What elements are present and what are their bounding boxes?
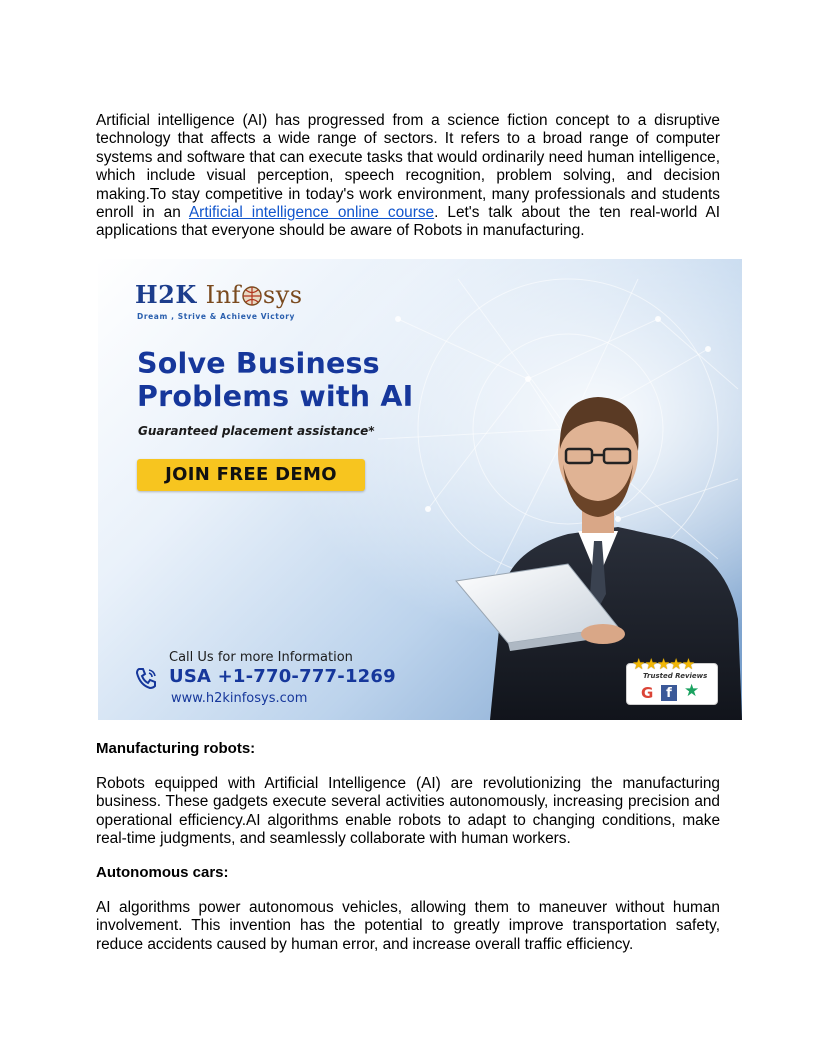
google-icon: G bbox=[641, 684, 654, 702]
star-rating-icon: ★★★★★ bbox=[632, 656, 695, 673]
logo-h2k-text: H2K bbox=[135, 280, 197, 309]
intro-paragraph bbox=[96, 112, 720, 241]
h2k-logo bbox=[135, 281, 303, 321]
promo-banner[interactable] bbox=[98, 259, 742, 720]
logo-tagline: Dream , Strive & Achieve Victory bbox=[137, 312, 296, 321]
globe-icon bbox=[242, 284, 262, 312]
phone-number[interactable]: USA +1-770-777-1269 bbox=[169, 666, 396, 687]
section-autonomous bbox=[96, 864, 720, 954]
section-manufacturing bbox=[96, 740, 720, 849]
headline-line-1: Solve Business bbox=[137, 347, 380, 380]
trusted-reviews-label: Trusted Reviews bbox=[643, 672, 708, 680]
join-free-demo-button[interactable]: JOIN FREE DEMO bbox=[137, 459, 365, 491]
section-paragraph: AI algorithms power autonomous vehicles, allowing them to maneuver without human involvement. This invention has the potential to greatly improve transportation safety, reduce accidents caused by human error, and increase overall traffic efficiency. bbox=[96, 899, 720, 953]
banner-headline bbox=[137, 347, 413, 413]
star-review-icon: ★ bbox=[684, 681, 700, 700]
call-text: Call Us for more Information bbox=[169, 650, 353, 665]
placement-note: Guaranteed placement assistance* bbox=[138, 424, 375, 438]
facebook-icon: f bbox=[661, 685, 677, 701]
intro-block bbox=[96, 112, 720, 241]
headline-line-2: Problems with AI bbox=[137, 380, 414, 413]
intro-text-after: . Let's talk about the ten real-world AI applications that everyone should be aware of Robots in manufacturing. bbox=[96, 204, 720, 240]
logo-inf-text: Inf bbox=[205, 281, 241, 309]
section-heading: Autonomous cars: bbox=[96, 864, 229, 881]
intro-text-before: Artificial intelligence (AI) has progressed from a science fiction concept to a disruptive technology that affects a wide range of sectors. It refers to a broad range of computer systems and software that can execute tasks that would ordinarily need human intelligence, which include visual perception, speech recognition, problem solving, and decision making.To stay competitive in today's work environment, many professionals and students enroll in an bbox=[96, 112, 720, 222]
section-heading: Manufacturing robots: bbox=[96, 740, 256, 757]
course-link[interactable]: Artificial intelligence online course bbox=[188, 204, 435, 222]
phone-icon bbox=[134, 667, 158, 694]
website-link[interactable]: www.h2kinfosys.com bbox=[171, 691, 308, 706]
logo-sys-text: sys bbox=[262, 281, 303, 309]
section-paragraph: Robots equipped with Artificial Intelligence (AI) are revolutionizing the manufacturing business. These gadgets execute several activities autonomously, increasing precision and operational efficiency.AI algorithms enable robots to adapt to changing conditions, make real-time judgments, and seamlessly collaborate with human workers. bbox=[96, 775, 720, 848]
